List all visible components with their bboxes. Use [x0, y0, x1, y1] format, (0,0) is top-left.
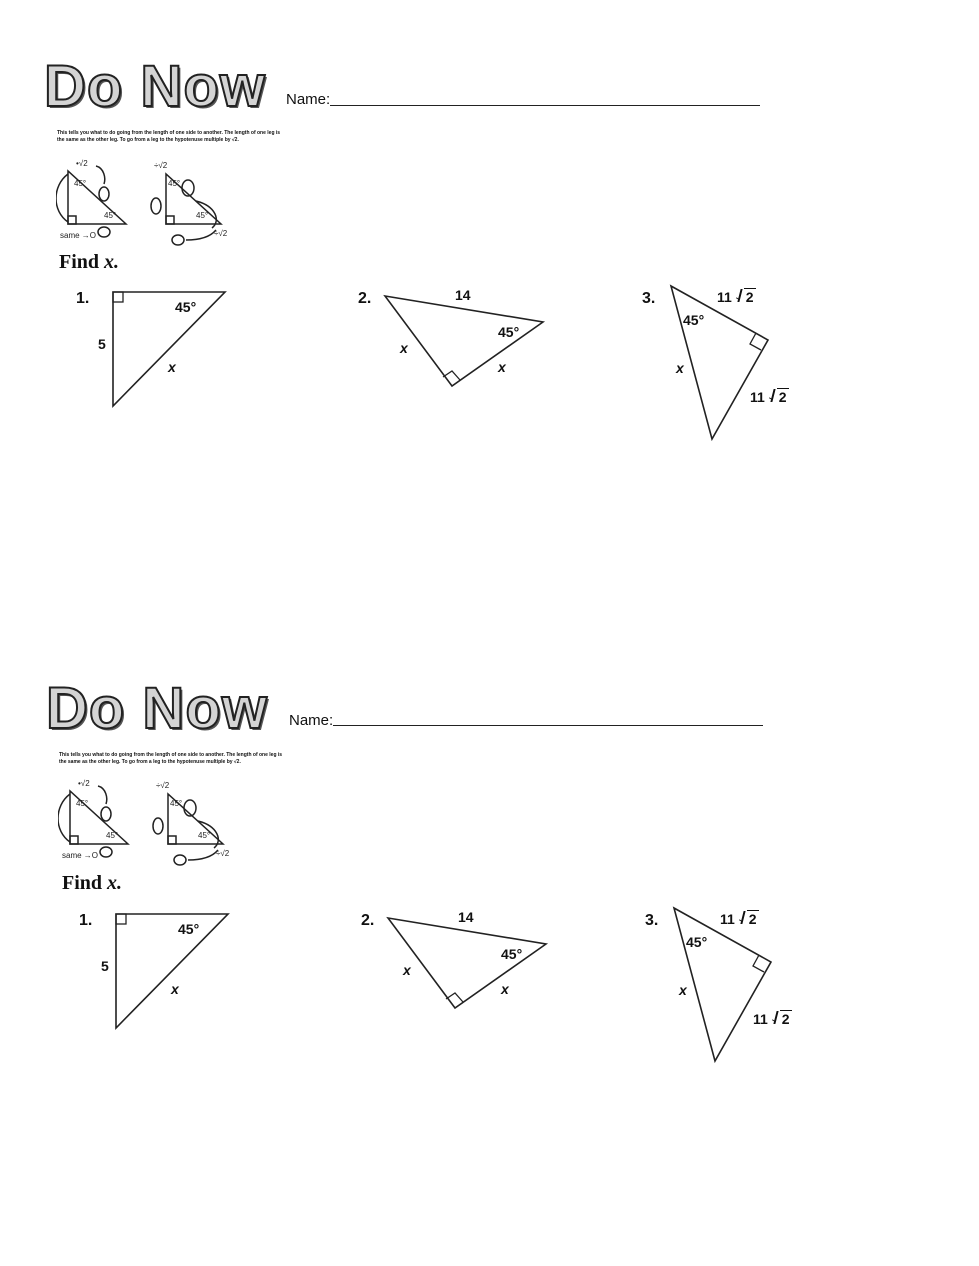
problem-3-right-radicand: 2 [781, 1011, 790, 1027]
problem-3-number: 3. [645, 912, 659, 929]
problem-1-angle: 45° [175, 299, 197, 315]
problem-3-top-side [717, 290, 756, 304]
handwritten-sketch [58, 776, 238, 871]
sketch-multiplier: •√2 [78, 779, 90, 788]
problem-3-number: 3. [642, 290, 656, 307]
problem-3-right-coef: 11 [750, 389, 765, 405]
problem-3-right-coef: 11 [753, 1011, 768, 1027]
problem-1-triangle [103, 907, 243, 1037]
problem-3-right-side [750, 390, 789, 404]
sketch-angle-label: 45° [104, 211, 117, 220]
problem-3-top-coef: 11 [717, 289, 732, 305]
do-now-title: Do Now [46, 676, 268, 741]
handwritten-sketch [56, 156, 236, 251]
sqrt-symbol [739, 912, 759, 926]
problem-1-number: 1. [79, 912, 93, 929]
sketch-angle-label: 45° [76, 799, 89, 808]
sqrt-symbol [769, 390, 789, 404]
sketch-angle-label: 45° [168, 179, 181, 188]
problem-1-triangle [100, 285, 240, 415]
problem-3-angle: 45° [686, 934, 708, 950]
sketch-note: same →O [62, 851, 99, 860]
problem-1-leg: 5 [101, 958, 109, 974]
find-var: x. [107, 872, 123, 894]
name-line[interactable] [330, 105, 760, 106]
problem-2-angle: 45° [498, 324, 520, 340]
sketch-angle-label: 45° [170, 799, 183, 808]
problem-3-top-coef: 11 [720, 911, 735, 927]
instructions-text: This tells you what to do going from the length of one side to another. The length of one leg is the same as the other leg. To go from a leg to the hypotenuse multiple by √2. [57, 130, 281, 143]
problem-2-leg-a: x [403, 962, 411, 978]
sqrt-symbol [772, 1012, 792, 1026]
sketch-angle-label: 45° [196, 211, 209, 220]
find-prefix: Find [59, 251, 105, 273]
problem-1-hyp: x [171, 981, 179, 997]
problem-3-angle: 45° [683, 312, 705, 328]
problem-2-leg-b: x [498, 359, 506, 375]
sketch-angle-label: 45° [74, 179, 87, 188]
problem-3-top-radicand: 2 [748, 911, 757, 927]
find-var: x. [104, 251, 120, 273]
problem-1-number: 1. [76, 290, 90, 307]
sketch-angle-label: 45° [106, 831, 119, 840]
instructions-text: This tells you what to do going from the length of one side to another. The length of one leg is the same as the other leg. To go from a leg to the hypotenuse multiple by √2. [59, 752, 283, 765]
problem-2-hyp: 14 [455, 287, 471, 303]
sketch-note: same →O [60, 231, 97, 240]
problem-3-top-radicand: 2 [745, 289, 754, 305]
problem-2-hyp: 14 [458, 909, 474, 925]
find-x-heading [62, 872, 122, 895]
problem-1-angle: 45° [178, 921, 200, 937]
name-label: Name: [289, 712, 334, 729]
sketch-multiplier: •√2 [76, 159, 88, 168]
worksheet-bottom [0, 620, 979, 1240]
sqrt-symbol [736, 290, 756, 304]
sketch-angle-label: 45° [198, 831, 211, 840]
problem-2-number: 2. [358, 290, 372, 307]
find-prefix: Find [62, 872, 108, 894]
problem-2-leg-b: x [501, 981, 509, 997]
problem-3-right-side [753, 1012, 792, 1026]
problem-2-number: 2. [361, 912, 375, 929]
name-line[interactable] [333, 725, 763, 726]
problem-1-leg: 5 [98, 336, 106, 352]
problem-2-angle: 45° [501, 946, 523, 962]
problem-3-right-radicand: 2 [778, 389, 787, 405]
name-label: Name: [286, 91, 331, 108]
find-x-heading [59, 251, 119, 274]
problem-3-side-x: x [676, 360, 684, 376]
sketch-divider: ÷√2 [156, 781, 170, 790]
problem-2-leg-a: x [400, 340, 408, 356]
problem-3-side-x: x [679, 982, 687, 998]
sketch-divider: ÷√2 [154, 161, 168, 170]
problem-1-hyp: x [168, 359, 176, 375]
worksheet-top [0, 0, 979, 620]
sketch-divider: ÷√2 [216, 849, 230, 858]
problem-3-top-side [720, 912, 759, 926]
do-now-title: Do Now [44, 54, 266, 119]
sketch-divider: ÷√2 [214, 229, 228, 238]
